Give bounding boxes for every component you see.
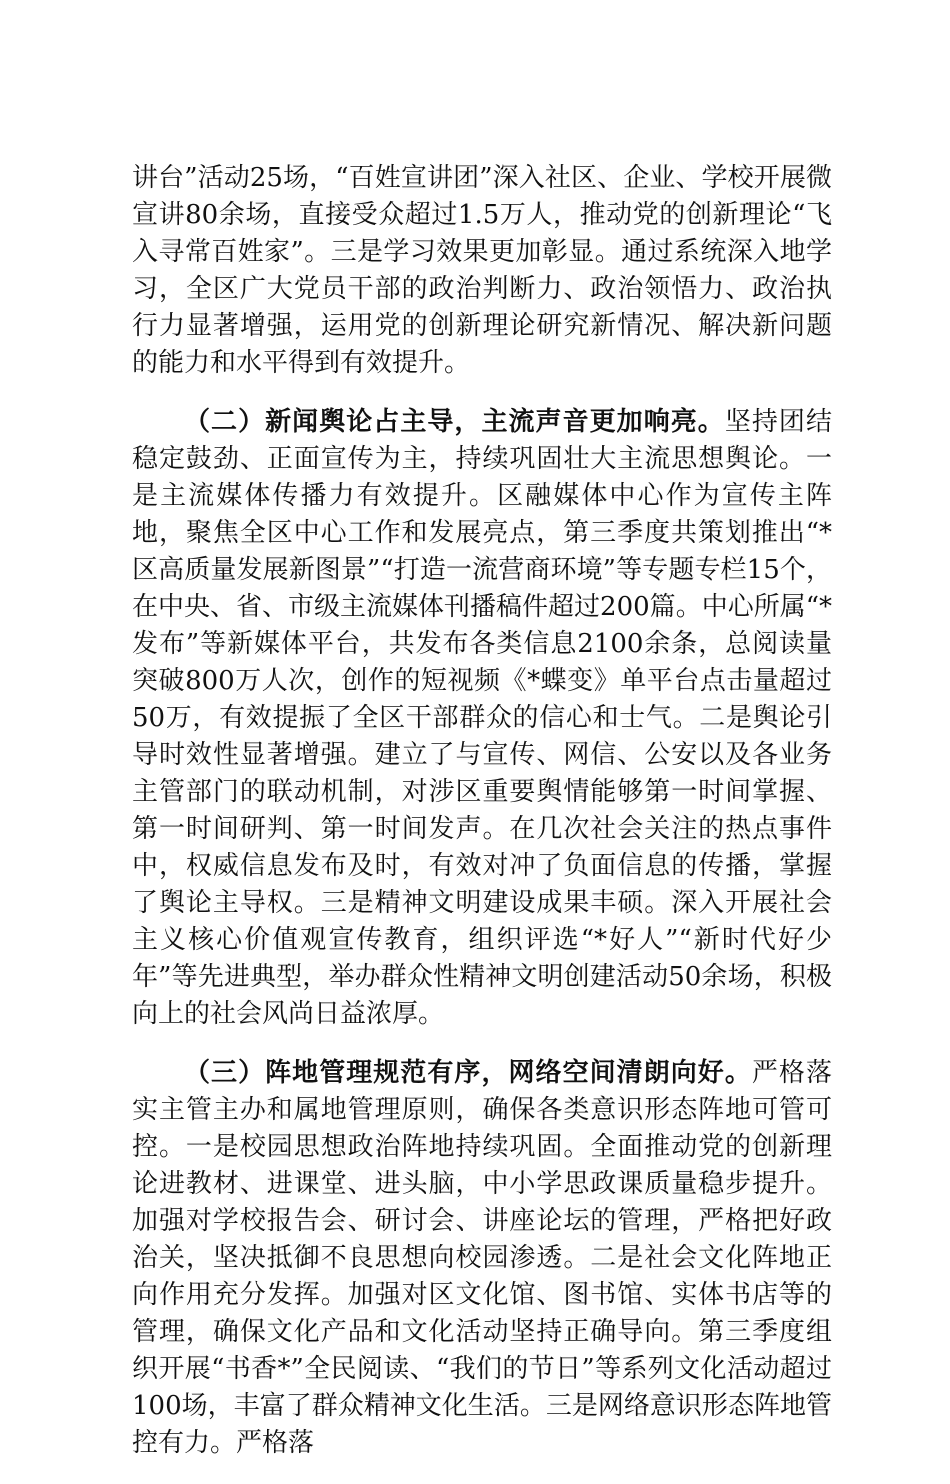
- paragraph-3-text: 严格落实主管主办和属地管理原则，确保各类意识形态阵地可管可控。一是校园思想政治阵地持续巩固。全面推动党的创新理论进教材、进课堂、进头脑，中小学思政课质量稳步提升。加强对学校报告会、研讨会、讲座论坛的管理，严格把好政治关，坚决抵御不良思想向校园渗透。二是社会文化阵地正向作用充分发挥。加强对区文化馆、图书馆、实体书店等的管理，确保文化产品和文化活动坚持正确导向。第三季度组织开展“书香*”全民阅读、“我们的节日”等系列文化活动超过100场，丰富了群众精神文化生活。三是网络意识形态阵地管控有力。严格落: [132, 1058, 832, 1458]
- paragraph-2-text: 坚持团结稳定鼓劲、正面宣传为主，持续巩固壮大主流思想舆论。一是主流媒体传播力有效提升。区融媒体中心作为宣传主阵地，聚焦全区中心工作和发展亮点，第三季度共策划推出“*区高质量发展新图景”“打造一流营商环境”等专题专栏15个，在中央、省、市级主流媒体刊播稿件超过200篇。中心所属“*发布”等新媒体平台，共发布各类信息2100余条，总阅读量突破800万人次，创作的短视频《*蝶变》单平台点击量超过50万，有效提振了全区干部群众的信心和士气。二是舆论引导时效性显著增强。建立了与宣传、网信、公安以及各业务主管部门的联动机制，对涉区重要舆情能够第一时间掌握、第一时间研判、第一时间发声。在几次社会关注的热点事件中，权威信息发布及时，有效对冲了负面信息的传播，掌握了舆论主导权。三是精神文明建设成果丰硕。深入开展社会主义核心价值观宣传教育，组织评选“*好人”“新时代好少年”等先进典型，举办群众性精神文明创建活动50余场，积极向上的社会风尚日益浓厚。: [132, 407, 832, 1029]
- paragraph-3: [132, 1055, 832, 1462]
- paragraph-2: [132, 404, 832, 1033]
- paragraph-2-lead: （二）新闻舆论占主导，主流声音更加响亮。: [184, 407, 725, 437]
- paragraph-1: [132, 160, 832, 382]
- document-page: [132, 160, 832, 1484]
- paragraph-1-text: 讲台”活动25场，“百姓宣讲团”深入社区、企业、学校开展微宣讲80余场，直接受众超过1.5万人，推动党的创新理论“飞入寻常百姓家”。三是学习效果更加彰显。通过系统深入地学习，全区广大党员干部的政治判断力、政治领悟力、政治执行力显著增强，运用党的创新理论研究新情况、解决新问题的能力和水平得到有效提升。: [132, 163, 832, 378]
- paragraph-3-lead: （三）阵地管理规范有序，网络空间清朗向好。: [184, 1058, 752, 1088]
